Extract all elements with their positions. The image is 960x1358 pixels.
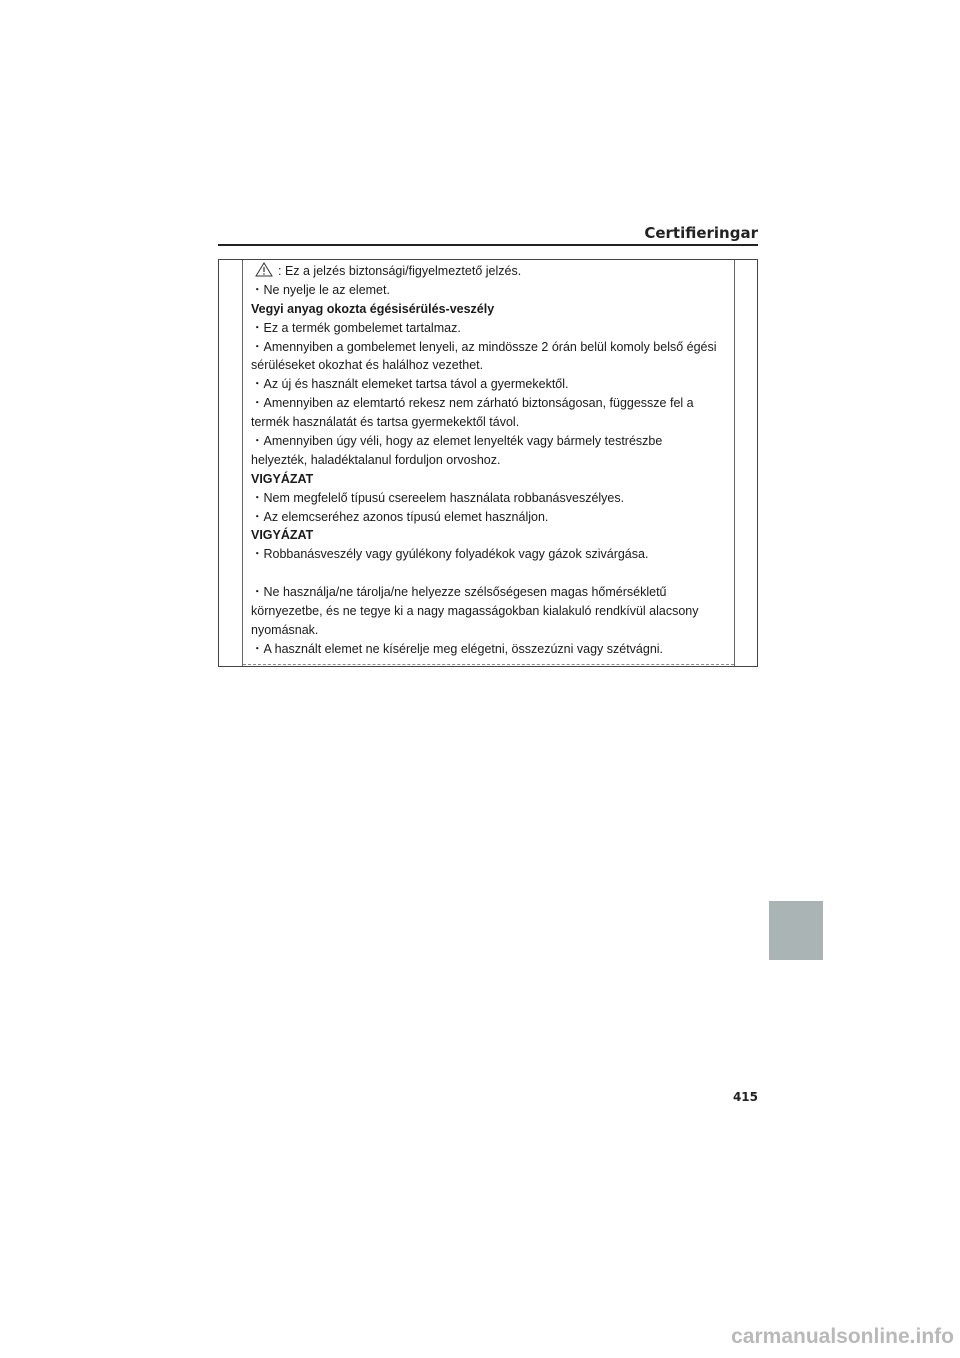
caution-heading: VIGYÁZAT <box>251 471 314 486</box>
chemical-burn-heading: Vegyi anyag okozta égésisérülés-veszély <box>251 301 495 316</box>
text-line: ・Amennyiben az elemtartó rekesz nem zárható biztonságosan, függessze fel a <box>251 396 694 411</box>
warning-triangle-icon <box>255 262 273 283</box>
text-line: ・Ne használja/ne tárolja/ne helyezze szélsőségesen magas hőmérsékletű <box>251 585 667 600</box>
blank-line <box>251 564 729 583</box>
safety-symbol-line <box>251 262 729 281</box>
text-line: ・Amennyiben úgy véli, hogy az elemet lenyelték vagy bármely testrészbe <box>251 434 663 449</box>
warning-content <box>251 262 729 659</box>
chapter-side-tab <box>769 901 823 960</box>
text-line: ・Az új és használt elemeket tartsa távol a gyermekektől. <box>251 377 569 392</box>
caution-heading: VIGYÁZAT <box>251 528 314 543</box>
box-inner-right-border <box>734 260 735 666</box>
text-line: ・A használt elemet ne kísérelje meg elégetni, összezúzni vagy szétvágni. <box>251 641 664 656</box>
safety-symbol-text: : Ez a jelzés biztonsági/figyelmeztető jelzés. <box>278 264 522 278</box>
page-number: 415 <box>732 1090 758 1104</box>
text-line: nyomásnak. <box>251 622 319 637</box>
text-line: sérüléseket okozhat és halálhoz vezethet. <box>251 358 484 373</box>
text-line: ・Ez a termék gombelemet tartalmaz. <box>251 320 461 335</box>
text-line: termék használatát és tartsa gyermekektől távol. <box>251 415 520 430</box>
header-divider <box>218 244 758 246</box>
text-line: ・Robbanásveszély vagy gyúlékony folyadékok vagy gázok szivárgása. <box>251 547 649 562</box>
text-line: ・Amennyiben a gombelemet lenyeli, az mindössze 2 órán belül komoly belső égési <box>251 339 717 354</box>
text-line: ・Nem megfelelő típusú csereelem használata robbanásveszélyes. <box>251 490 625 505</box>
text-line: ・Ne nyelje le az elemet. <box>251 282 390 297</box>
box-inner-bottom-border <box>243 664 734 665</box>
watermark: carmanualsonline.info <box>731 1325 954 1348</box>
text-line: helyezték, haladéktalanul forduljon orvoshoz. <box>251 452 501 467</box>
box-inner-left-border <box>242 260 243 666</box>
text-line: környezetbe, és ne tegye ki a nagy magasságokban kialakuló rendkívül alacsony <box>251 604 699 619</box>
text-line: ・Az elemcseréhez azonos típusú elemet használjon. <box>251 509 549 524</box>
section-title: Certifieringar <box>644 224 758 242</box>
